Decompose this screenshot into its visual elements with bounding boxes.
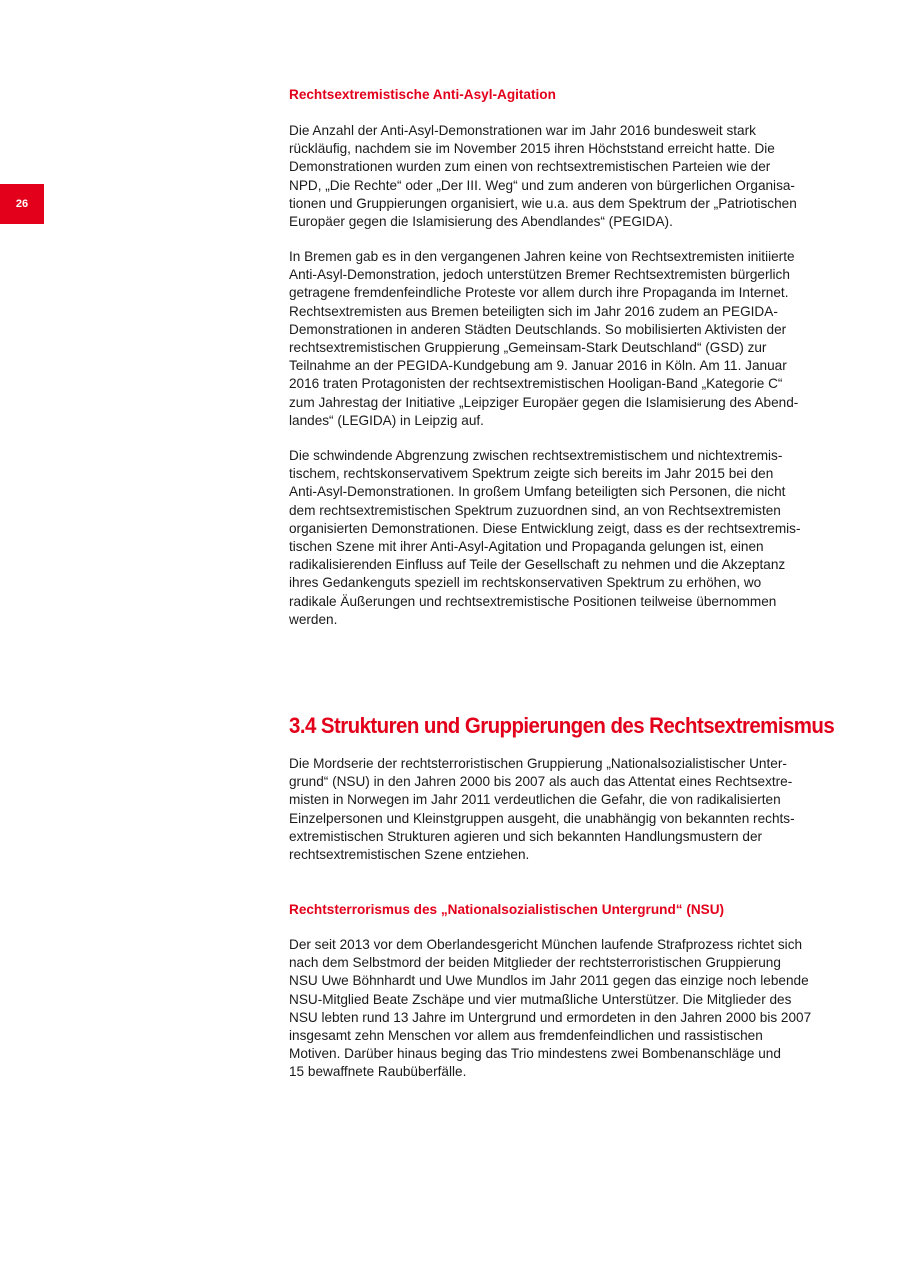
text-line: Anti-Asyl-Demonstrationen. In großem Umfang beteiligten sich Personen, die nicht xyxy=(289,484,786,500)
paragraph-5 xyxy=(289,936,834,1082)
text-line: radikalisierenden Einfluss auf Teile der Gesellschaft zu nehmen und die Akzeptanz xyxy=(289,557,786,573)
text-line: Die schwindende Abgrenzung zwischen rechtsextremistischem und nichtextremis- xyxy=(289,448,783,463)
text-line: grund“ (NSU) in den Jahren 2000 bis 2007 als auch das Attentat eines Rechtsextre- xyxy=(289,774,793,790)
paragraph-1 xyxy=(289,122,834,231)
text-line: Europäer gegen die Islamisierung des Abendlandes“ (PEGIDA). xyxy=(289,214,673,230)
text-line: Einzelpersonen und Kleinstgruppen ausgeht, die unabhängig von bekannten rechts- xyxy=(289,810,795,826)
text-line: NSU lebten rund 13 Jahre im Untergrund und ermordeten in den Jahren 2000 bis 2007 xyxy=(289,1009,812,1025)
text-line: zum Jahrestag der Initiative „Leipziger Europäer gegen die Islamisierung des Abend- xyxy=(289,394,799,410)
section-title: 3.4 Strukturen und Gruppierungen des Rechtsextremismus xyxy=(289,713,835,738)
text-line: 2016 traten Protagonisten der rechtsextremistischen Hooligan-Band „Kategorie C“ xyxy=(289,376,783,392)
text-line: Der seit 2013 vor dem Oberlandesgericht München laufende Strafprozess richtet sich xyxy=(289,937,803,952)
text-line: ihres Gedankenguts speziell im rechtskonservativen Spektrum zu erhöhen, wo xyxy=(289,575,762,591)
text-line: landes“ (LEGIDA) in Leipzig auf. xyxy=(289,412,484,428)
page-number: 26 xyxy=(15,198,29,210)
text-line: getragene fremdenfeindliche Proteste vor allem durch ihre Propaganda im Internet. xyxy=(289,285,789,301)
subheading-anti-asyl xyxy=(289,86,834,104)
text-line: Die Anzahl der Anti-Asyl-Demonstrationen war im Jahr 2016 bundesweit stark xyxy=(289,123,756,138)
text-line: misten in Norwegen im Jahr 2011 verdeutlichen die Gefahr, die von radikalisierten xyxy=(289,792,781,808)
text-line: Demonstrationen wurden zum einen von rechtsextremistischen Parteien wie der xyxy=(289,159,771,175)
text-line: Die Mordserie der rechtsterroristischen Gruppierung „Nationalsozialistischer Unter- xyxy=(289,756,787,771)
text-line: rechtsextremistischen Gruppierung „Gemeinsam-Stark Deutschland“ (GSD) zur xyxy=(289,340,767,356)
text-line: nach dem Selbstmord der beiden Mitglieder der rechtsterroristischen Gruppierung xyxy=(289,955,781,971)
text-line: In Bremen gab es in den vergangenen Jahren keine von Rechtsextremisten initiierte xyxy=(289,249,795,264)
text-line: rückläufig, nachdem sie im November 2015 ihren Höchststand erreicht hatte. Die xyxy=(289,141,775,157)
section-heading-3-4 xyxy=(289,713,834,739)
text-line: Motiven. Darüber hinaus beging das Trio mindestens zwei Bombenanschläge und xyxy=(289,1046,781,1062)
paragraph-3 xyxy=(289,447,834,629)
text-line: NPD, „Die Rechte“ oder „Der III. Weg“ und zum anderen von bürgerlichen Organisa- xyxy=(289,177,795,193)
text-line: NSU Uwe Böhnhardt und Uwe Mundlos im Jahr 2011 gegen das einzige noch lebende xyxy=(289,973,809,989)
text-line: organisierten Demonstrationen. Diese Entwicklung zeigt, dass es der rechtsextremis- xyxy=(289,520,801,536)
text-line: dem rechtsextremistischen Spektrum zuzuordnen sind, an von Rechtsextremisten xyxy=(289,502,781,518)
text-line: insgesamt zehn Menschen vor allem aus fremdenfeindlichen und rassistischen xyxy=(289,1028,763,1044)
subheading-text: Rechtsextremistische Anti-Asyl-Agitation xyxy=(289,87,556,102)
subheading-nsu xyxy=(289,901,834,919)
text-line: Anti-Asyl-Demonstration, jedoch unterstützen Bremer Rechtsextremisten bürgerlich xyxy=(289,267,790,283)
page-number-tab xyxy=(0,184,44,224)
text-line: 15 bewaffnete Raubüberfälle. xyxy=(289,1064,467,1080)
text-line: Teilnahme an der PEGIDA-Kundgebung am 9. Januar 2016 in Köln. Am 11. Januar xyxy=(289,358,787,374)
paragraph-2 xyxy=(289,248,834,430)
text-line: Demonstrationen in anderen Städten Deutschlands. So mobilisierten Aktivisten der xyxy=(289,321,787,337)
text-line: rechtsextremistischen Szene entziehen. xyxy=(289,847,530,863)
text-line: radikale Äußerungen und rechtsextremistische Positionen teilweise übernommen xyxy=(289,593,777,609)
text-line: extremistischen Strukturen agieren und sich bekannten Handlungsmustern der xyxy=(289,828,763,844)
text-line: NSU-Mitglied Beate Zschäpe und vier mutmaßliche Unterstützer. Die Mitglieder des xyxy=(289,991,792,1007)
text-line: tischem, rechtskonservativem Spektrum zeigte sich bereits im Jahr 2015 bei den xyxy=(289,466,774,482)
text-line: tionen und Gruppierungen organisiert, wie u.a. aus dem Spektrum der „Patriotischen xyxy=(289,195,797,211)
text-line: Rechtsextremisten aus Bremen beteiligten sich im Jahr 2016 zudem an PEGIDA- xyxy=(289,303,778,319)
paragraph-4 xyxy=(289,755,834,864)
subheading-text: Rechtsterrorismus des „Nationalsozialistischen Untergrund“ (NSU) xyxy=(289,902,725,917)
text-line: tischen Szene mit ihrer Anti-Asyl-Agitation und Propaganda gelungen ist, einen xyxy=(289,539,764,555)
text-line: werden. xyxy=(289,611,338,627)
